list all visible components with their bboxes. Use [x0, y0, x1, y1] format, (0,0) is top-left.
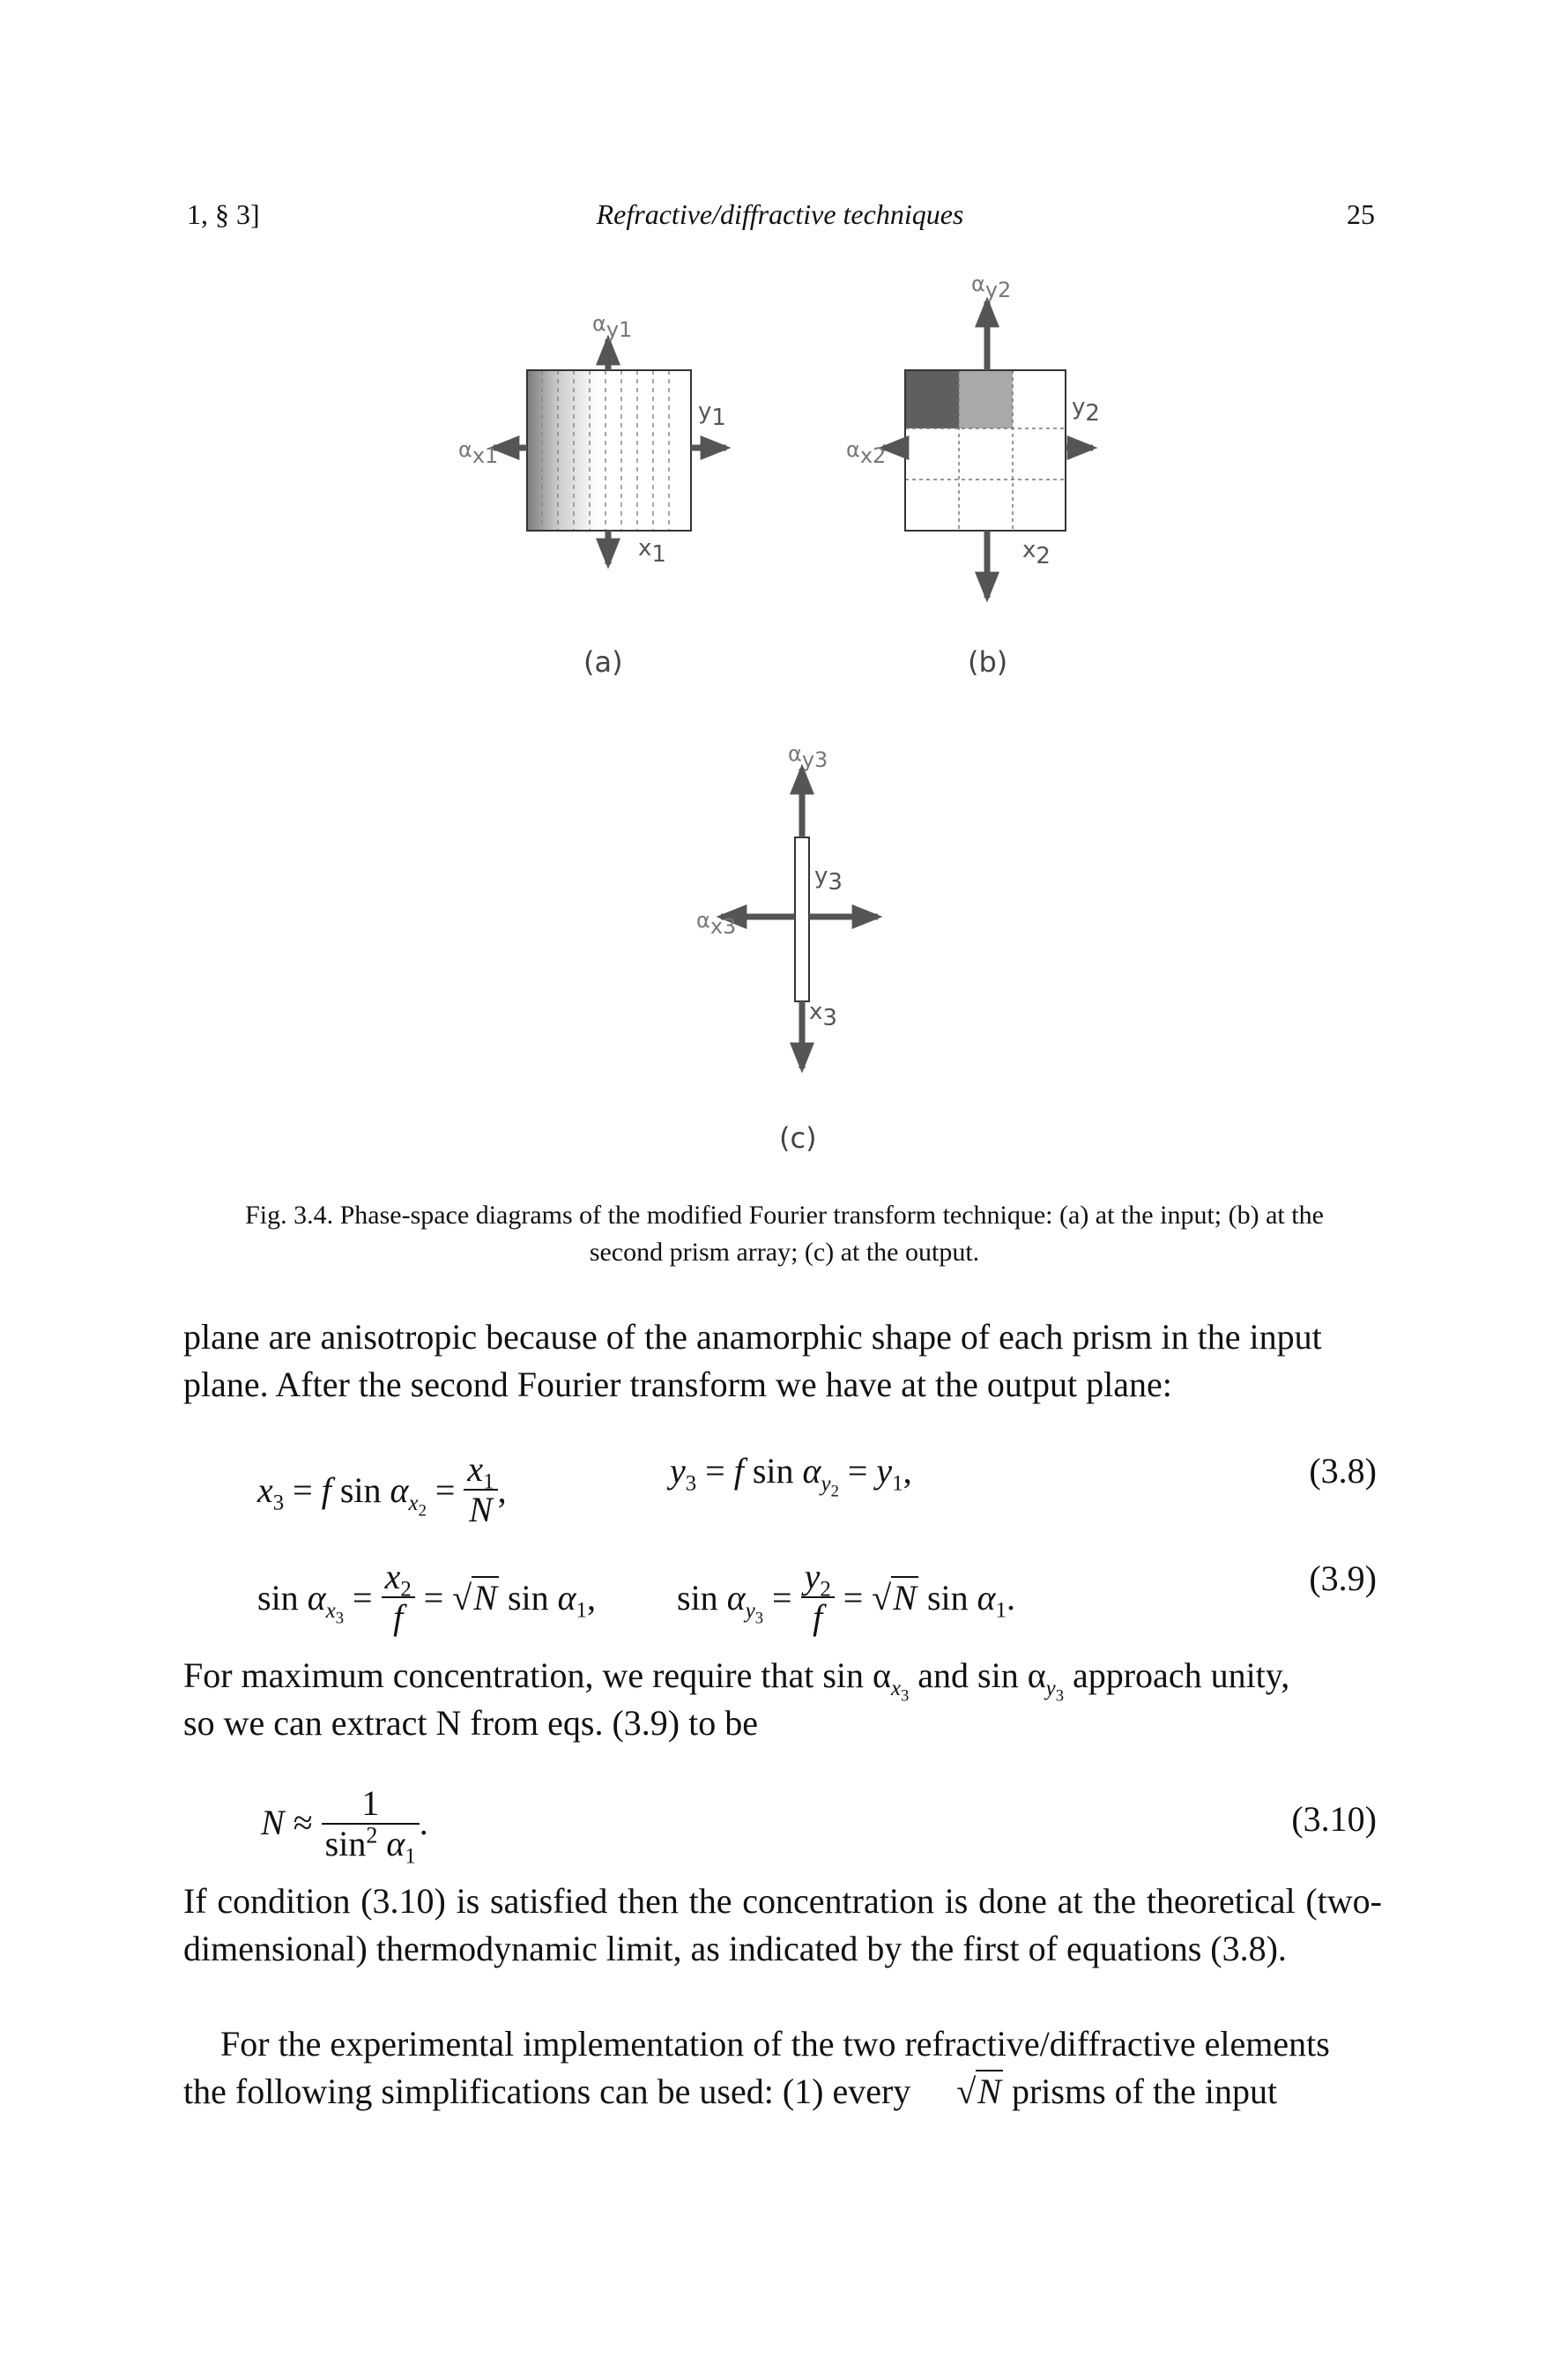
alpha-y2-label: αy2 — [971, 271, 1012, 302]
section-reference: 1, § 3] — [187, 198, 260, 230]
paragraph-3: If condition (3.10) is satisfied then the concentration is done at the theoretical (two-dimensional) thermodynamic limit, as indicated by the first of equations (3.8). — [183, 1881, 1382, 1968]
caption-line-2: second prism array; (c) at the output. — [589, 1238, 980, 1267]
x3-label: x3 — [809, 999, 837, 1031]
alpha-y1-label: αy1 — [592, 311, 633, 342]
paragraph-2-line-2: so we can extract N from eqs. (3.9) to be — [183, 1703, 758, 1743]
equation-3-9-y3: $\sin \alpha_{y_3}$ = $\frac{y_2}{f}$ = √N $\sin \alpha_1$. — [677, 1557, 1016, 1637]
figure-3-4 — [0, 0, 1560, 1172]
equation-3-10-body: N ≈ $\frac{1}{\sin^2 \alpha_1}$ . — [261, 1783, 428, 1869]
paragraph-4-line-2: the following simplifications can be used: (1) every √N prisms of the input — [183, 2071, 1278, 2111]
panel-c — [696, 741, 878, 1155]
y1-label: y1 — [698, 398, 726, 431]
running-title: Refractive/diffractive techniques — [596, 198, 964, 230]
equation-3-8 — [0, 1432, 1560, 1529]
page-number: 25 — [1347, 198, 1375, 230]
y2-label: y2 — [1072, 394, 1100, 427]
equation-3-8-x3: $x_3 = f$ $\sin \alpha_{x_2}$ = $\frac{x_1}{N}$ , — [257, 1449, 507, 1529]
equation-3-9-x3: $\sin \alpha_{x_3}$ = $\frac{x_2}{f}$ = √N $\sin \alpha_1$, — [257, 1557, 597, 1637]
paragraph-1 — [183, 1313, 1382, 1409]
equation-3-10-number: (3.10) — [1291, 1799, 1377, 1839]
paragraph-2-line-1: For maximum concentration, we require that $\sin \alpha_{x_3}$ and $\sin \alpha_{y_3}$ approach unity, — [183, 1655, 1290, 1706]
paragraph-4-line-1: For the experimental implementation of the two refractive/diffractive elements — [220, 2024, 1330, 2064]
equation-3-8-number: (3.8) — [1309, 1451, 1377, 1491]
alpha-x2-label: αx2 — [846, 437, 887, 468]
panel-c-label: (c) — [779, 1121, 817, 1155]
panel-b-label: (b) — [968, 645, 1008, 679]
equation-3-10 — [0, 1765, 1560, 1869]
panel-b — [846, 271, 1100, 679]
alpha-x1-label: αx1 — [458, 437, 499, 468]
alpha-y3-label: αy3 — [788, 741, 828, 772]
panel-a-label: (a) — [583, 645, 623, 679]
equation-3-9-number: (3.9) — [1309, 1558, 1377, 1598]
x1-label: x1 — [638, 535, 666, 568]
equation-3-8-y3: $y_3 = f$ $\sin \alpha_{y_2} = y_1$, — [670, 1451, 912, 1501]
equation-3-9 — [0, 1538, 1560, 1637]
caption-line-1: Fig. 3.4. Phase-space diagrams of the modified Fourier transform technique: (a) at the input; (b) at the — [245, 1201, 1324, 1230]
paragraph-1-line-2: plane. After the second Fourier transform we have at the output plane: — [183, 1365, 1172, 1404]
alpha-x3-label: αx3 — [696, 908, 737, 939]
figure-caption — [187, 1197, 1382, 1271]
x2-label: x2 — [1022, 537, 1051, 569]
paragraph-4 — [183, 2020, 1382, 2116]
panel-a — [458, 311, 726, 679]
paragraph-1-line-1: plane are anisotropic because of the anamorphic shape of each prism in the input — [183, 1317, 1322, 1357]
y3-label: y3 — [814, 863, 843, 896]
paragraph-2 — [183, 1652, 1382, 1747]
